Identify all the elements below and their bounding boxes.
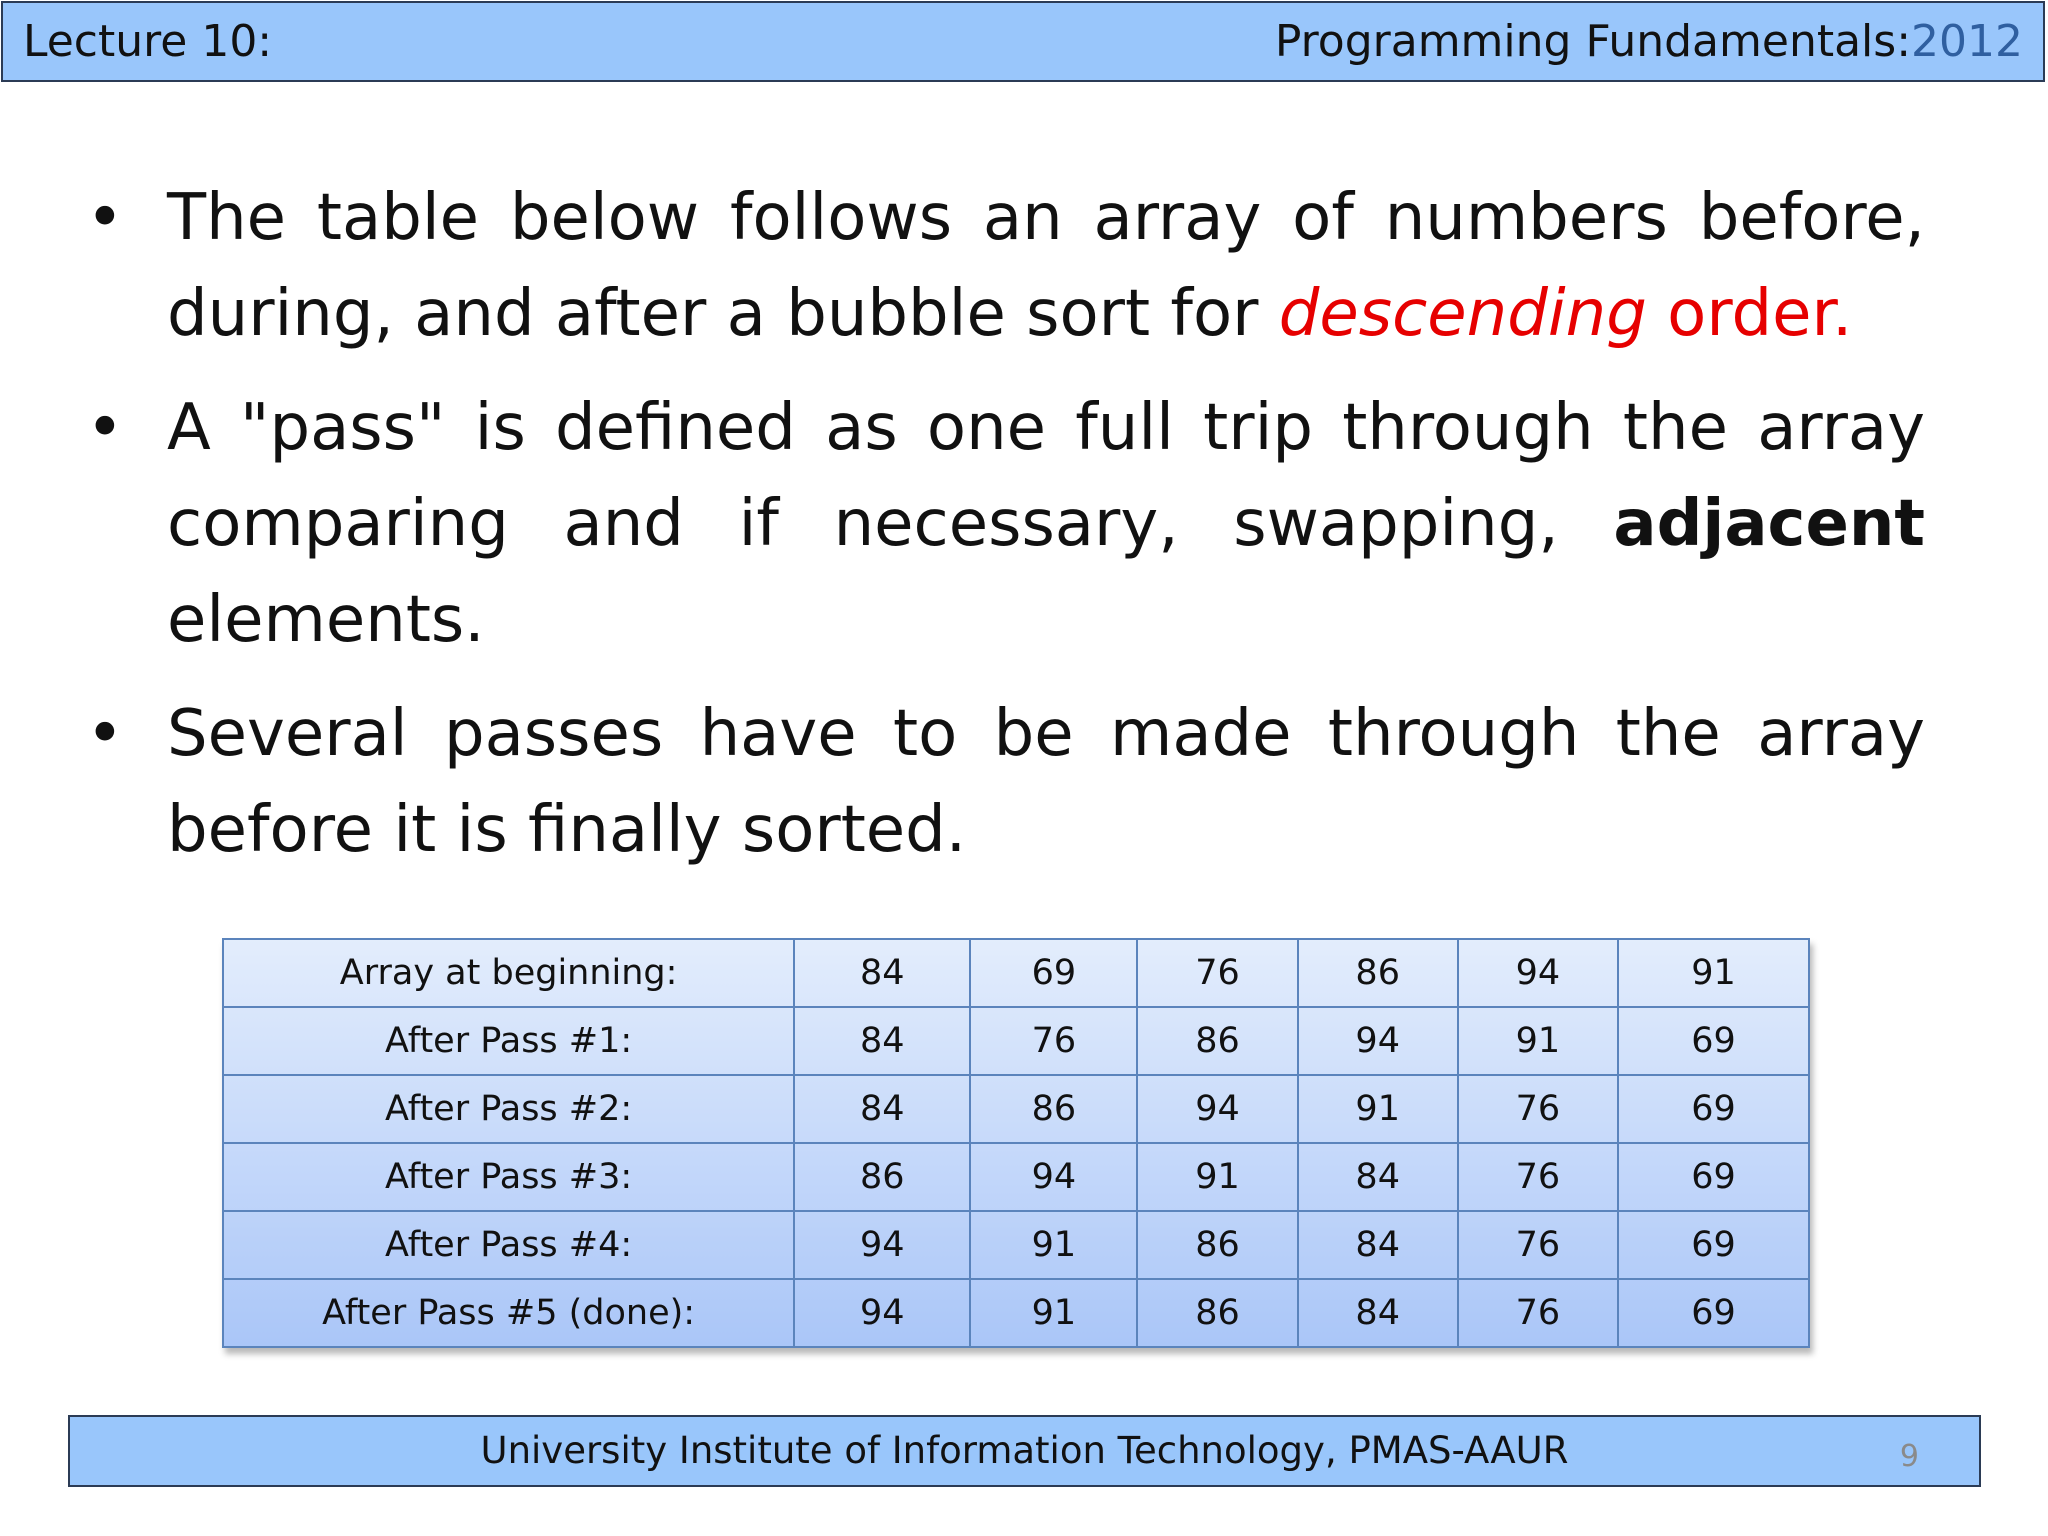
table-cell: 76 <box>1458 1143 1618 1211</box>
table-cell: 91 <box>1137 1143 1297 1211</box>
footer-bar <box>68 1415 1981 1487</box>
table-cell: 86 <box>1137 1211 1297 1279</box>
table-cell: 91 <box>1618 939 1809 1007</box>
table-cell: 86 <box>1137 1007 1297 1075</box>
bullet-2-emphasis: adjacent <box>1613 487 1925 561</box>
bullet-3-text: Several passes have to be made through the array before it is finally sorted. <box>167 697 1925 867</box>
institution-name: University Institute of Information Technology, PMAS-AAUR <box>480 1429 1569 1472</box>
course-year: 2012 <box>1911 16 2023 67</box>
bullet-1-tail: order. <box>1646 277 1853 351</box>
table-cell: 76 <box>1137 939 1297 1007</box>
bullet-item-3 <box>80 686 1925 878</box>
table-cell: 94 <box>1298 1007 1458 1075</box>
table-row <box>223 1075 1809 1143</box>
course-name: Programming Fundamentals: <box>1274 16 1912 67</box>
table-cell: 69 <box>970 939 1137 1007</box>
bullet-1-emphasis <box>1279 277 1853 351</box>
table-row <box>223 1279 1809 1347</box>
table-cell: 84 <box>1298 1279 1458 1347</box>
table-cell: 94 <box>1458 939 1618 1007</box>
bullet-item-2 <box>80 380 1925 668</box>
table-cell: 84 <box>1298 1211 1458 1279</box>
table-cell: 69 <box>1618 1075 1809 1143</box>
table-row <box>223 1211 1809 1279</box>
table-cell: 94 <box>794 1211 970 1279</box>
table-cell: 84 <box>794 939 970 1007</box>
row-label: After Pass #2: <box>223 1075 794 1143</box>
table-cell: 69 <box>1618 1143 1809 1211</box>
bubble-sort-table <box>222 938 1810 1348</box>
table-cell: 76 <box>1458 1211 1618 1279</box>
bullet-dot-icon: • <box>86 181 124 255</box>
table-row <box>223 1007 1809 1075</box>
table-cell: 76 <box>970 1007 1137 1075</box>
page-number: 9 <box>1899 1439 1919 1474</box>
row-label: After Pass #1: <box>223 1007 794 1075</box>
table-cell: 69 <box>1618 1211 1809 1279</box>
table-cell: 84 <box>1298 1143 1458 1211</box>
table-cell: 94 <box>1137 1075 1297 1143</box>
table-cell: 94 <box>794 1279 970 1347</box>
table-cell: 76 <box>1458 1075 1618 1143</box>
bullet-dot-icon: • <box>86 391 124 465</box>
bullet-2-tail: elements. <box>167 583 485 657</box>
table-cell: 84 <box>794 1007 970 1075</box>
row-label: After Pass #3: <box>223 1143 794 1211</box>
table-cell: 86 <box>1298 939 1458 1007</box>
table-row <box>223 1143 1809 1211</box>
bullet-2-text: A "pass" is defined as one full trip through the array comparing and if necessary, swapping, <box>167 391 1925 561</box>
table-cell: 84 <box>794 1075 970 1143</box>
table-cell: 86 <box>970 1075 1137 1143</box>
table-cell: 86 <box>794 1143 970 1211</box>
table-cell: 91 <box>1458 1007 1618 1075</box>
table-cell: 91 <box>1298 1075 1458 1143</box>
table-cell: 91 <box>970 1279 1137 1347</box>
course-title <box>1275 17 2023 67</box>
row-label: After Pass #4: <box>223 1211 794 1279</box>
header-bar <box>1 1 2045 82</box>
table-cell: 94 <box>970 1143 1137 1211</box>
table-cell: 91 <box>970 1211 1137 1279</box>
row-label: After Pass #5 (done): <box>223 1279 794 1347</box>
table-cell: 69 <box>1618 1007 1809 1075</box>
table-cell: 76 <box>1458 1279 1618 1347</box>
row-label: Array at beginning: <box>223 939 794 1007</box>
table-cell: 69 <box>1618 1279 1809 1347</box>
bullet-list <box>80 170 1925 896</box>
bullet-item-1 <box>80 170 1925 362</box>
bullet-1-text: The table below follows an array of numbers before, during, and after a bubble sort for <box>167 181 1925 351</box>
bullet-1-emphasis-word: descending <box>1278 277 1647 351</box>
lecture-label: Lecture 10: <box>23 16 273 67</box>
table-row <box>223 939 1809 1007</box>
table-cell: 86 <box>1137 1279 1297 1347</box>
bullet-dot-icon: • <box>86 697 124 771</box>
